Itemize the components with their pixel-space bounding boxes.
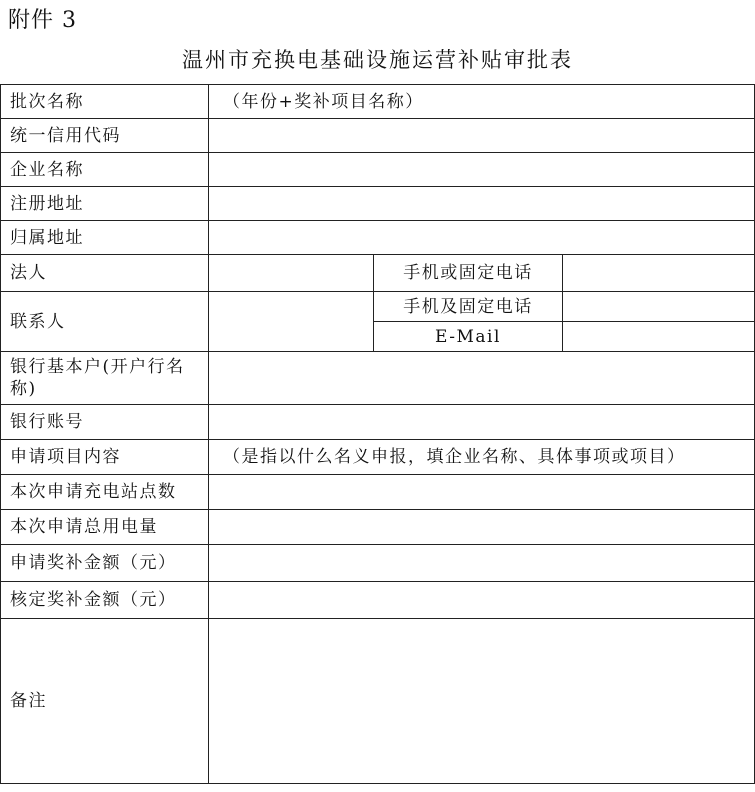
- remarks-label: 备注: [1, 619, 209, 784]
- row-total-power: [1, 510, 755, 545]
- row-project-content: [1, 440, 755, 475]
- project-content-label: 申请项目内容: [1, 440, 209, 475]
- station-count-label: 本次申请充电站点数: [1, 475, 209, 510]
- row-apply-amount: [1, 545, 755, 582]
- row-bank-opening: [1, 352, 755, 405]
- contact-label: 联系人: [1, 292, 209, 352]
- station-count-field[interactable]: [209, 475, 755, 510]
- credit-code-field[interactable]: [209, 119, 755, 153]
- batch-name-field[interactable]: （年份+奖补项目名称）: [209, 85, 755, 119]
- reg-address-label: 注册地址: [1, 187, 209, 221]
- contact-phone-label: 手机及固定电话: [374, 292, 563, 322]
- contact-phone-field[interactable]: [563, 292, 755, 322]
- legal-person-phone-label: 手机或固定电话: [374, 255, 563, 292]
- apply-amount-field[interactable]: [209, 545, 755, 582]
- row-batch-name: [1, 85, 755, 119]
- row-contact-phone: [1, 292, 755, 322]
- row-company-name: [1, 153, 755, 187]
- form-title: 温州市充换电基础设施运营补贴审批表: [182, 48, 573, 72]
- row-belong-address: [1, 221, 755, 255]
- legal-person-label: 法人: [1, 255, 209, 292]
- row-legal-person: [1, 255, 755, 292]
- total-power-field[interactable]: [209, 510, 755, 545]
- apply-amount-label: 申请奖补金额（元）: [1, 545, 209, 582]
- company-name-field[interactable]: [209, 153, 755, 187]
- row-bank-account: [1, 405, 755, 440]
- belong-address-label: 归属地址: [1, 221, 209, 255]
- row-reg-address: [1, 187, 755, 221]
- remarks-field[interactable]: [209, 619, 755, 784]
- credit-code-label: 统一信用代码: [1, 119, 209, 153]
- batch-name-label: 批次名称: [1, 85, 209, 119]
- contact-email-field[interactable]: [563, 322, 755, 352]
- legal-person-field[interactable]: [209, 255, 374, 292]
- bank-opening-field[interactable]: [209, 352, 755, 405]
- row-approved-amount: [1, 582, 755, 619]
- total-power-label: 本次申请总用电量: [1, 510, 209, 545]
- approved-amount-field[interactable]: [209, 582, 755, 619]
- legal-person-phone-field[interactable]: [563, 255, 755, 292]
- row-credit-code: [1, 119, 755, 153]
- approved-amount-label: 核定奖补金额（元）: [1, 582, 209, 619]
- bank-account-label: 银行账号: [1, 405, 209, 440]
- row-station-count: [1, 475, 755, 510]
- belong-address-field[interactable]: [209, 221, 755, 255]
- project-content-field[interactable]: （是指以什么名义申报，填企业名称、具体事项或项目）: [209, 440, 755, 475]
- reg-address-field[interactable]: [209, 187, 755, 221]
- attachment-label: 附件 3: [8, 8, 77, 33]
- contact-email-label: E-Mail: [374, 322, 563, 352]
- contact-field[interactable]: [209, 292, 374, 352]
- bank-account-field[interactable]: [209, 405, 755, 440]
- company-name-label: 企业名称: [1, 153, 209, 187]
- bank-opening-label: 银行基本户(开户行名称): [1, 352, 209, 405]
- approval-form-table: [0, 84, 755, 784]
- row-remarks: [1, 619, 755, 784]
